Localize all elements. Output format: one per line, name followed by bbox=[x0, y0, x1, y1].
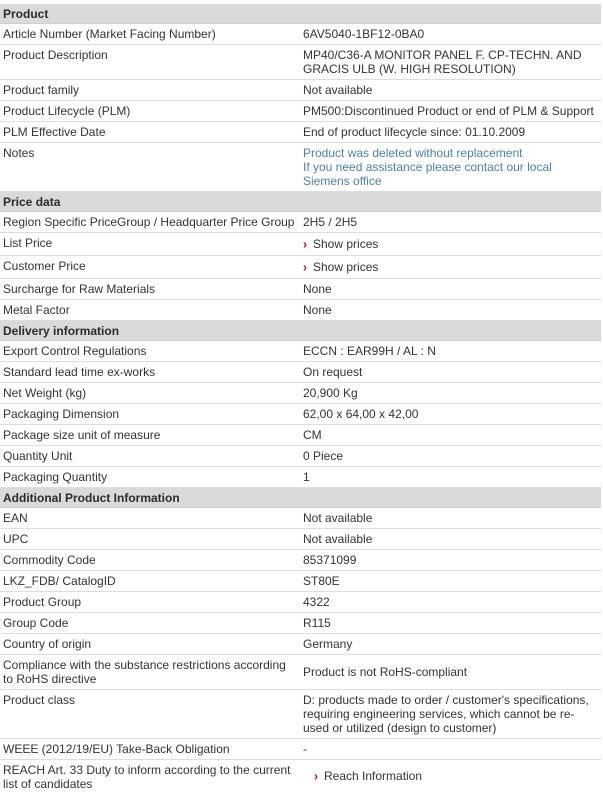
reach-label bbox=[3, 763, 297, 791]
country-of-origin-label: Country of origin bbox=[3, 637, 92, 651]
row-ean bbox=[0, 508, 601, 529]
package-size-unit-value: CM bbox=[303, 428, 322, 442]
reach-label-line-2: list of candidates bbox=[3, 777, 93, 791]
rohs-label-line-1: Compliance with the substance restrictions according bbox=[3, 658, 286, 672]
product-lifecycle-value: PM500:Discontinued Product or end of PLM & Support bbox=[303, 104, 594, 118]
rohs-label-line-2: to RoHS directive bbox=[3, 672, 97, 686]
product-description-line-2: GRACIS ULB (W. HIGH RESOLUTION) bbox=[303, 62, 516, 76]
notes-label: Notes bbox=[3, 146, 35, 160]
notes-deleted-text: Product was deleted without replacement bbox=[303, 146, 523, 160]
product-class-line-1: D: products made to order / customer's specifications, bbox=[303, 693, 589, 707]
metal-factor-label: Metal Factor bbox=[3, 303, 70, 317]
commodity-code-label: Commodity Code bbox=[3, 553, 96, 567]
row-lead-time bbox=[0, 362, 601, 383]
ean-label: EAN bbox=[3, 511, 28, 525]
row-product-group bbox=[0, 592, 601, 613]
chevron-right-icon: › bbox=[303, 236, 307, 252]
row-net-weight bbox=[0, 383, 601, 404]
row-plm-effective-date bbox=[0, 122, 601, 143]
row-commodity-code bbox=[0, 550, 601, 571]
customer-price-show-prices-link[interactable] bbox=[303, 260, 595, 274]
product-description-label: Product Description bbox=[3, 48, 108, 62]
product-class-label: Product class bbox=[3, 693, 76, 707]
list-price-link-text: Show prices bbox=[313, 237, 379, 251]
customer-price-label: Customer Price bbox=[3, 259, 86, 273]
export-control-label: Export Control Regulations bbox=[3, 344, 147, 358]
product-lifecycle-label: Product Lifecycle (PLM) bbox=[3, 104, 131, 118]
lkz-catalog-id-value: ST80E bbox=[303, 574, 340, 588]
row-product-class bbox=[0, 690, 601, 739]
product-description-line-1: MP40/C36-A MONITOR PANEL F. CP-TECHN. AND bbox=[303, 48, 582, 62]
customer-price-link-text: Show prices bbox=[313, 260, 379, 274]
chevron-right-icon: › bbox=[303, 259, 307, 275]
row-notes bbox=[0, 143, 601, 192]
row-reach bbox=[0, 760, 601, 793]
lead-time-value: On request bbox=[303, 365, 363, 379]
article-number-value: 6AV5040-1BF12-0BA0 bbox=[303, 27, 425, 41]
chevron-right-icon: › bbox=[314, 768, 318, 784]
row-weee bbox=[0, 739, 601, 760]
product-class-value bbox=[303, 693, 595, 735]
product-family-value: Not available bbox=[303, 83, 373, 97]
product-family-label: Product family bbox=[3, 83, 80, 97]
reach-label-line-1: REACH Art. 33 Duty to inform according to the current bbox=[3, 763, 291, 777]
package-size-unit-label: Package size unit of measure bbox=[3, 428, 161, 442]
row-region-price-group bbox=[0, 212, 601, 233]
product-group-value: 4322 bbox=[303, 595, 330, 609]
weee-label: WEEE (2012/19/EU) Take-Back Obligation bbox=[3, 742, 230, 756]
product-group-label: Product Group bbox=[3, 595, 82, 609]
packaging-quantity-value: 1 bbox=[303, 470, 310, 484]
reach-link-text: Reach Information bbox=[324, 769, 423, 783]
packaging-dimension-value: 62,00 x 64,00 x 42,00 bbox=[303, 407, 419, 421]
metal-factor-value: None bbox=[303, 303, 332, 317]
weee-value: - bbox=[303, 742, 307, 756]
lead-time-label: Standard lead time ex-works bbox=[3, 365, 156, 379]
group-code-value: R115 bbox=[303, 616, 331, 630]
net-weight-label: Net Weight (kg) bbox=[3, 386, 87, 400]
row-country-of-origin bbox=[0, 634, 601, 655]
notes-siemens-office-link[interactable]: Siemens office bbox=[303, 174, 382, 188]
surcharge-label: Surcharge for Raw Materials bbox=[3, 282, 156, 296]
row-export-control bbox=[0, 341, 601, 362]
quantity-unit-label: Quantity Unit bbox=[3, 449, 73, 463]
row-product-description bbox=[0, 45, 601, 80]
net-weight-value: 20,900 Kg bbox=[303, 386, 358, 400]
upc-value: Not available bbox=[303, 532, 373, 546]
row-rohs-compliance bbox=[0, 655, 601, 690]
export-control-value: ECCN : EAR99H / AL : N bbox=[303, 344, 436, 358]
section-header-additional: Additional Product Information bbox=[0, 488, 601, 508]
row-metal-factor bbox=[0, 300, 601, 321]
rohs-compliance-label bbox=[3, 658, 297, 686]
row-package-size-unit bbox=[0, 425, 601, 446]
country-of-origin-value: Germany bbox=[303, 637, 353, 651]
list-price-show-prices-link[interactable] bbox=[303, 237, 595, 251]
product-description-value bbox=[303, 48, 595, 76]
quantity-unit-value: 0 Piece bbox=[303, 449, 344, 463]
row-group-code bbox=[0, 613, 601, 634]
row-upc bbox=[0, 529, 601, 550]
plm-effective-date-value: End of product lifecycle since: 01.10.2009 bbox=[303, 125, 526, 139]
row-customer-price bbox=[0, 256, 601, 279]
surcharge-value: None bbox=[303, 282, 332, 296]
section-header-product: Product bbox=[0, 4, 601, 24]
product-class-line-2: requiring engineering services, which cannot be re- bbox=[303, 707, 575, 721]
row-product-lifecycle bbox=[0, 101, 601, 122]
section-header-price-data: Price data bbox=[0, 192, 601, 212]
reach-information-link[interactable] bbox=[314, 769, 603, 783]
region-price-group-value: 2H5 / 2H5 bbox=[303, 215, 358, 229]
row-list-price bbox=[0, 233, 601, 256]
article-number-label: Article Number (Market Facing Number) bbox=[3, 27, 216, 41]
notes-value bbox=[303, 146, 595, 188]
packaging-dimension-label: Packaging Dimension bbox=[3, 407, 120, 421]
row-product-family bbox=[0, 80, 601, 101]
lkz-catalog-id-label: LKZ_FDB/ CatalogID bbox=[3, 574, 116, 588]
row-packaging-quantity bbox=[0, 467, 601, 488]
row-quantity-unit bbox=[0, 446, 601, 467]
upc-label: UPC bbox=[3, 532, 29, 546]
row-lkz-catalog-id bbox=[0, 571, 601, 592]
row-surcharge-raw-materials bbox=[0, 279, 601, 300]
rohs-compliance-value: Product is not RoHS-compliant bbox=[303, 665, 468, 679]
group-code-label: Group Code bbox=[3, 616, 69, 630]
commodity-code-value: 85371099 bbox=[303, 553, 357, 567]
section-header-delivery: Delivery information bbox=[0, 321, 601, 341]
row-article-number bbox=[0, 24, 601, 45]
product-class-line-3: used or utilized (design to customer) bbox=[303, 721, 497, 735]
list-price-label: List Price bbox=[3, 236, 53, 250]
ean-value: Not available bbox=[303, 511, 373, 525]
notes-contact-link[interactable]: If you need assistance please contact our local bbox=[303, 160, 552, 174]
row-packaging-dimension bbox=[0, 404, 601, 425]
region-price-group-label: Region Specific PriceGroup / Headquarter Price Group bbox=[3, 215, 295, 229]
plm-effective-date-label: PLM Effective Date bbox=[3, 125, 106, 139]
packaging-quantity-label: Packaging Quantity bbox=[3, 470, 108, 484]
